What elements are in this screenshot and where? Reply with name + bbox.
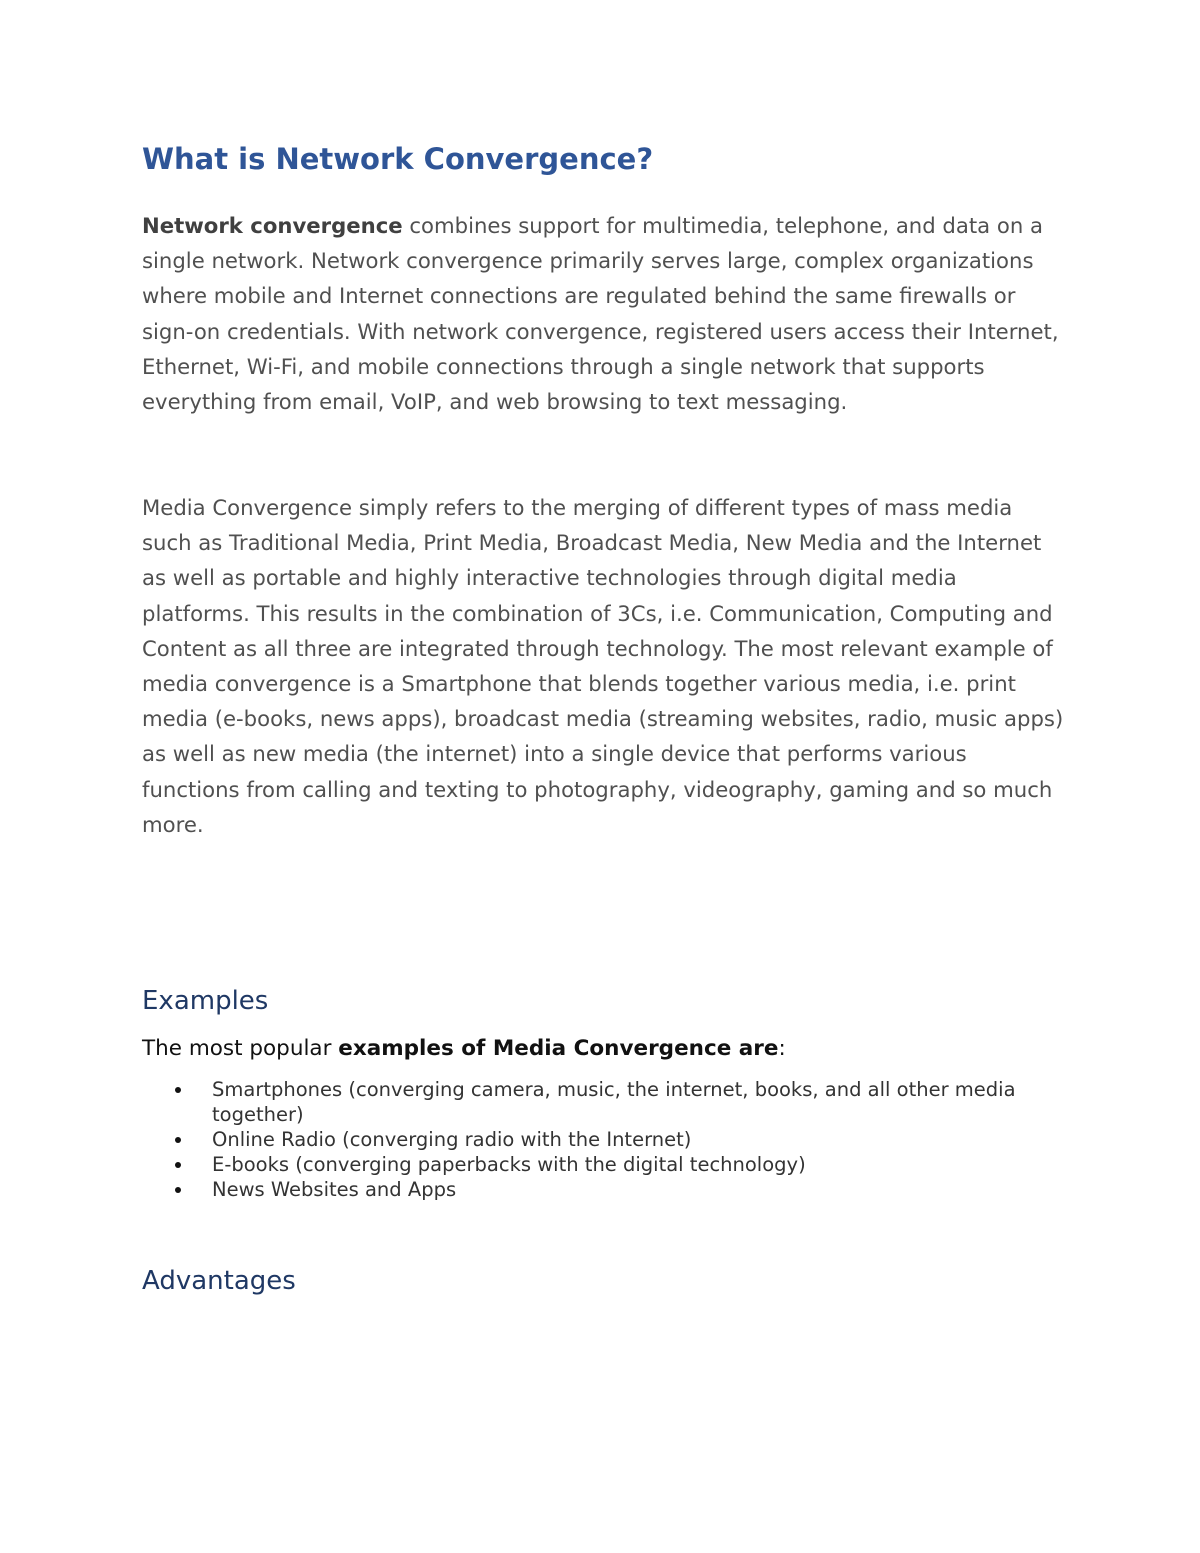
- network-convergence-paragraph: [142, 208, 1067, 419]
- page-title: What is Network Convergence?: [142, 142, 654, 176]
- examples-lead-prefix: The most popular: [142, 1036, 339, 1061]
- bullet-icon: [175, 1162, 181, 1168]
- list-item: [142, 1152, 1067, 1177]
- bullet-icon: [175, 1187, 181, 1193]
- examples-lead: [142, 1032, 786, 1066]
- media-convergence-paragraph: Media Convergence simply refers to the merging of different types of mass media such as Traditional Media, Print Media, Broadcast Media, New Media and the Internet as well as portable and highly interactive technologies through digital media platforms. This results in the combination of 3Cs, i.e. Communication, Computing and Content as all three are integrated through technology. The most relevant example of media convergence is a Smartphone that blends together various media, i.e. print media (e-books, news apps), broadcast media (streaming websites, radio, music apps) as well as new media (the internet) into a single device that performs various functions from calling and texting to photography, videography, gaming and so much more.: [142, 495, 1064, 837]
- examples-list: [142, 1077, 1067, 1202]
- list-item-text: E-books (converging paperbacks with the digital technology): [212, 1153, 806, 1176]
- examples-lead-bold: examples of Media Convergence are: [338, 1036, 779, 1061]
- examples-heading: Examples: [142, 986, 269, 1016]
- list-item: [142, 1177, 1067, 1202]
- list-item-text: Online Radio (converging radio with the Internet): [212, 1128, 692, 1151]
- list-item: [142, 1077, 1067, 1127]
- paragraph-body: combines support for multimedia, telephone, and data on a single network. Network convergence primarily serves large, complex organizations where mobile and Internet connections are regulated behind the same firewalls or sign-on credentials. With network convergence, registered users access their Internet, Ethernet, Wi-Fi, and mobile connections through a single network that supports everything from email, VoIP, and web browsing to text messaging.: [142, 213, 1059, 415]
- list-item: [142, 1127, 1067, 1152]
- advantages-heading: Advantages: [142, 1266, 296, 1296]
- paragraph-bold-lead: Network convergence: [142, 213, 403, 238]
- bullet-icon: [175, 1087, 181, 1093]
- list-item-text: News Websites and Apps: [212, 1178, 457, 1201]
- list-item-text: Smartphones (converging camera, music, the internet, books, and all other media together): [212, 1078, 1016, 1126]
- bullet-icon: [175, 1137, 181, 1143]
- examples-lead-suffix: :: [778, 1036, 786, 1061]
